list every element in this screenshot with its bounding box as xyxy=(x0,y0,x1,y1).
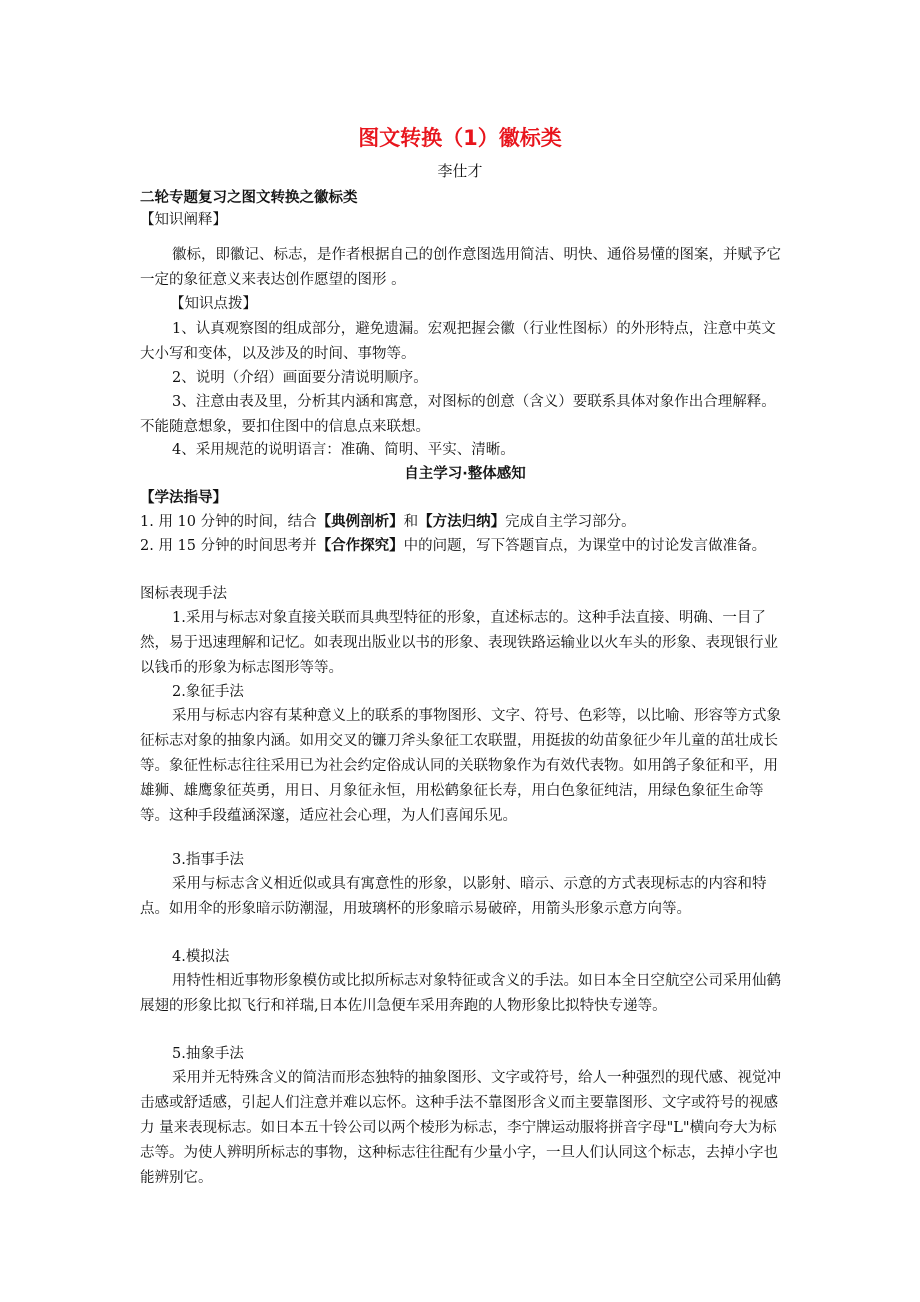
guide-1-e: 完成自主学习部分。 xyxy=(505,514,636,530)
method-3-text: 采用与标志含义相近似或具有寓意性的形象，以影射、暗示、示意的方式表现标志的内容和特点。如用伞的形象暗示防潮湿，用玻璃杯的形象暗示易破碎，用箭头形象示意方向等。 xyxy=(140,876,767,917)
method-4-heading: 4.模拟法 xyxy=(172,949,230,965)
guide-2-b: 【合作探究】 xyxy=(316,538,404,554)
methods-heading: 图标表现手法 xyxy=(140,586,227,602)
method-5-text: 采用并无特殊含义的简洁而形态独特的抽象图形、文字或符号，给人一种强烈的现代感、视觉冲击感或舒适感，引起人们注意并难以忘怀。这种手法不靠图形含义而主要靠图形、文字或符号的视感力 量来表现标志。如日本五十铃公司以两个棱形为标志，李宁牌运动服将拼音字母"L"横向夸大为标志等。为使人辨明所标志的事物，这种标志往往配有少量小字，一旦人们认同这个标志，去掉小字也能辨别它。 xyxy=(140,1070,781,1186)
knowledge-label: 【知识阐释】 xyxy=(140,212,227,228)
tips-label: 【知识点拨】 xyxy=(170,296,257,312)
section-heading: 自主学习·整体感知 xyxy=(404,466,526,482)
guide-1-d: 【方法归纳】 xyxy=(418,514,506,530)
method-5-heading: 5.抽象手法 xyxy=(172,1046,244,1062)
method-2-text: 采用与标志内容有某种意义上的联系的事物图形、文字、符号、色彩等，以比喻、形容等方式象征标志对象的抽象内涵。如用交叉的镰刀斧头象征工农联盟，用挺拔的幼苗象征少年儿童的茁壮成长等。象征性标志往往采用已为社会约定俗成认同的关联物象作为有效代表物。如用鸽子象征和平，用雄狮、雄鹰象征英勇，用日、月象征永恒，用松鹤象征长寿，用白色象征纯洁，用绿色象征生命等等。这种手段蕴涵深邃，适应社会心理，为人们喜闻乐见。 xyxy=(140,708,781,824)
guide-1 xyxy=(140,510,790,535)
method-3-heading: 3.指事手法 xyxy=(172,852,244,868)
method-1: 1.采用与标志对象直接关联而具典型特征的形象，直述标志的。这种手法直接、明确、一目了然，易于迅速理解和记忆。如表现出版业以书的形象、表现铁路运输业以火车头的形象、表现银行业以钱币的形象为标志图形等等。 xyxy=(140,610,778,676)
guide-2-a: 2. 用 15 分钟的时间思考并 xyxy=(140,538,317,554)
guide-label: 【学法指导】 xyxy=(140,490,227,506)
author: 李仕才 xyxy=(437,162,483,180)
method-2-heading: 2.象征手法 xyxy=(172,684,244,700)
guide-1-a: 1. 用 10 分钟的时间，结合 xyxy=(140,514,317,530)
method-4-text: 用特性相近事物形象模仿或比拟所标志对象特征或含义的手法。如日本全日空航空公司采用仙鹤展翅的形象比拟飞行和祥瑞,日本佐川急便车采用奔跑的人物形象比拟特快专递等。 xyxy=(140,973,781,1014)
tip-2: 2、说明（介绍）画面要分清说明顺序。 xyxy=(172,370,428,386)
tip-1: 1、认真观察图的组成部分，避免遗漏。宏观把握会徽（行业性图标）的外形特点，注意中英文大小写和变体，以及涉及的时间、事物等。 xyxy=(140,321,776,362)
page-title: 图文转换（1）徽标类 xyxy=(358,126,562,150)
guide-1-c: 和 xyxy=(403,514,419,530)
subtitle: 二轮专题复习之图文转换之徽标类 xyxy=(140,190,358,206)
knowledge-text: 徽标，即徽记、标志，是作者根据自己的创作意图选用简洁、明快、通俗易懂的图案，并赋予它一定的象征意义来表达创作愿望的图形 。 xyxy=(140,247,781,288)
tip-3: 3、注意由表及里，分析其内涵和寓意，对图标的创意（含义）要联系具体对象作出合理解释。不能随意想象，要扣住图中的信息点来联想。 xyxy=(140,394,776,435)
guide-1-b: 【典例剖析】 xyxy=(316,514,404,530)
guide-2 xyxy=(140,534,790,559)
tip-4: 4、采用规范的说明语言：准确、简明、平实、清晰。 xyxy=(172,442,515,458)
guide-2-c: 中的问题，写下答题盲点，为课堂中的讨论发言做准备。 xyxy=(403,538,767,554)
